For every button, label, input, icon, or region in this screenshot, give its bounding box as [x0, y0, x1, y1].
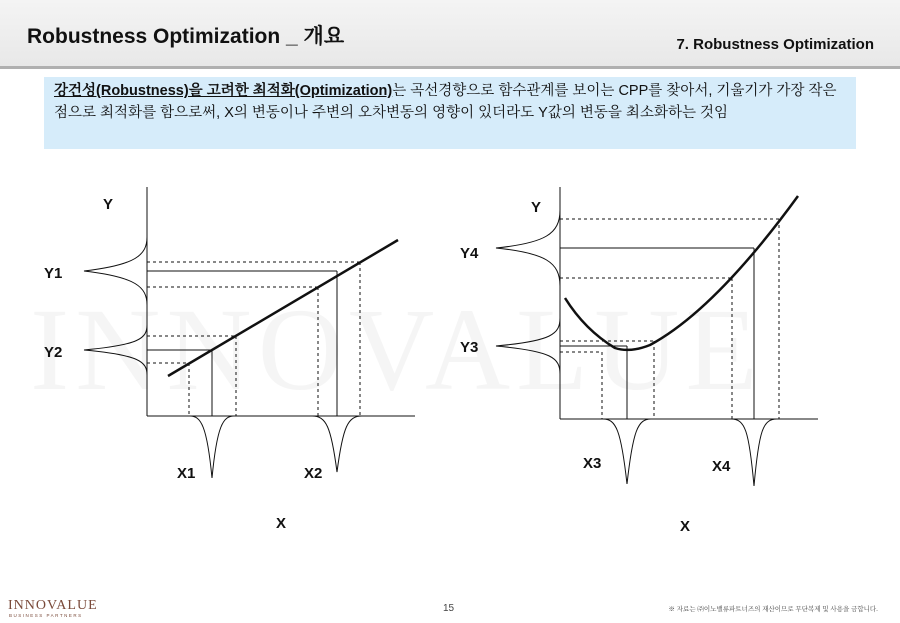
left-y-axis-label: Y: [103, 196, 114, 213]
left-linear-response: [168, 240, 398, 376]
right-y-axis-label: Y: [531, 199, 542, 216]
right-y3-label: Y3: [460, 339, 479, 356]
section-title: 7. Robustness Optimization: [676, 36, 874, 53]
copyright-notice: ※ 자료는 ㈜이노밸류파트너즈의 재산이므로 무단복제 및 사용을 금합니다.: [668, 606, 878, 613]
left-y1-distribution: [84, 237, 147, 305]
page-title: Robustness Optimization _ 개요: [27, 25, 345, 48]
left-x2-label: X2: [304, 465, 323, 482]
left-y2-label: Y2: [44, 344, 63, 361]
left-diagram: [84, 187, 415, 478]
right-x4-label: X4: [712, 458, 731, 475]
right-x3-label: X3: [583, 455, 602, 472]
page-number: 15: [443, 603, 455, 614]
right-diagram: [496, 187, 818, 486]
left-x1-distribution: [190, 416, 234, 478]
left-x1-label: X1: [177, 465, 196, 482]
right-guides: [560, 248, 754, 419]
right-y3-distribution: [496, 318, 560, 374]
left-y2-distribution: [84, 325, 147, 375]
company-logo-subtitle: BUSINESS PARTNERS: [9, 613, 83, 618]
left-x2-distribution: [312, 416, 362, 472]
right-y4-label: Y4: [460, 245, 479, 262]
left-y1-label: Y1: [44, 265, 63, 282]
right-dashed-guides: [560, 219, 779, 419]
right-y4-distribution: [496, 210, 560, 286]
right-x-axis-label: X: [680, 518, 691, 535]
left-dashed-guides: [147, 262, 360, 416]
summary-highlight: 강건성(Robustness)을 고려한 최적화(Optimization): [54, 83, 393, 99]
right-x4-distribution: [731, 419, 777, 486]
summary-text: 는 곡선경향으로 함수관계를 보이는 CPP를 찾아서, 기울기가 가장 작은 점으로 최적화를 함으로써, X의 변동이나 주변의 오차변동의 영향이 있더라도 Y값의 변동을 최소화하는 것임: [54, 83, 837, 121]
company-logo: INNOVALUE: [8, 598, 98, 613]
right-x3-distribution: [603, 419, 651, 484]
left-x-axis-label: X: [276, 515, 287, 532]
